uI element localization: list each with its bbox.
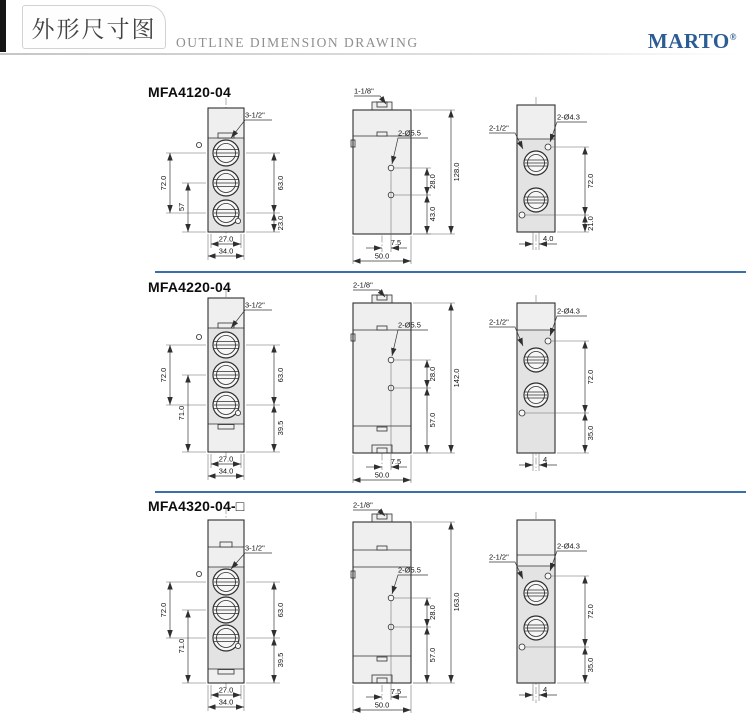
valve-body	[517, 105, 555, 250]
hole-size-label: 2-Ø5.5	[398, 128, 421, 138]
dim-label: 72.0	[159, 367, 168, 383]
dim-label: 163.0	[452, 592, 461, 612]
header-rule	[0, 53, 740, 55]
dim-label: 27.0	[218, 685, 234, 695]
screw-hole	[235, 410, 240, 415]
hole-size-label: 2-Ø4.3	[557, 306, 580, 316]
page-title-box	[22, 5, 166, 49]
dim-label: 39.5	[276, 652, 285, 668]
front-view-mfa4320	[130, 505, 310, 711]
dim-label: 72.0	[586, 173, 595, 189]
dim-label: 35.0	[586, 657, 595, 673]
dim-label: 50.0	[374, 700, 390, 710]
port	[213, 170, 239, 196]
dim-label: 72.0	[159, 602, 168, 618]
mount-hole	[388, 357, 394, 363]
page-title-en: OUTLINE DIMENSION DRAWING	[176, 35, 419, 50]
port	[524, 581, 548, 605]
back-view-mfa4220	[487, 286, 637, 486]
valve-body	[517, 520, 555, 701]
screw-hole	[196, 334, 201, 339]
section-divider	[155, 491, 746, 493]
screw-hole	[196, 142, 201, 147]
dim-label: 72.0	[586, 604, 595, 619]
screw-hole	[235, 218, 240, 223]
dim-label: 27.0	[218, 234, 234, 244]
port	[213, 200, 239, 226]
dim-label: 28.0	[428, 174, 437, 189]
dim-label: 72.0	[586, 369, 595, 385]
hole-size-label: 2-Ø5.5	[398, 320, 421, 330]
mount-hole	[388, 595, 394, 601]
dim-label: 7.5	[390, 687, 402, 696]
back-view-mfa4320	[487, 500, 637, 712]
dim-label: 21.0	[586, 216, 595, 231]
screw-hole	[545, 573, 551, 579]
valve-body	[517, 303, 555, 471]
port	[213, 597, 239, 623]
dim-label: 34.0	[218, 697, 234, 707]
dim-label: 34.0	[218, 466, 234, 476]
side-view-mfa4220	[339, 278, 474, 486]
port	[213, 392, 239, 418]
port-size-label: 3-1/2"	[245, 300, 265, 310]
brand-logo	[648, 29, 737, 54]
port-size-label: 2-1/2"	[489, 123, 509, 133]
port-size-label: 3-1/2"	[245, 543, 265, 553]
dim-label: 7.5	[390, 457, 402, 466]
page-edge-bar	[0, 0, 6, 52]
port-size-label: 3-1/2"	[245, 110, 265, 120]
valve-body	[196, 108, 244, 232]
dim-label: 27.0	[218, 454, 234, 464]
model-title-mfa4220: MFA4220-04	[148, 279, 231, 295]
port	[524, 348, 548, 372]
hole-size-label: 2-Ø4.3	[557, 541, 580, 551]
valve-body	[196, 520, 244, 683]
screw-hole	[196, 571, 201, 576]
dim-label: 4	[543, 685, 548, 694]
port	[213, 140, 239, 166]
port	[524, 616, 548, 640]
page-title-cn: 外形尺寸图	[31, 16, 157, 43]
mount-hole	[388, 165, 394, 171]
dim-label: 63.0	[276, 602, 285, 618]
port	[524, 383, 548, 407]
port	[213, 625, 239, 651]
port-size-label: 2-1/2"	[489, 552, 509, 562]
model-title-mfa4120: MFA4120-04	[148, 84, 231, 100]
dim-label: 7.5	[390, 238, 402, 247]
model-title-mfa4320: MFA4320-04-□	[148, 498, 245, 514]
dim-label: 71.0	[177, 405, 186, 421]
dim-label: 23.0	[276, 215, 285, 231]
hole-size-label: 2-Ø5.5	[398, 565, 421, 575]
screw-hole	[545, 338, 551, 344]
registered-mark: ®	[729, 32, 737, 42]
dim-label: 57.0	[428, 647, 437, 663]
dim-label: 128.0	[452, 162, 461, 182]
dim-label: 34.0	[218, 246, 234, 256]
dim-label: 39.5	[276, 420, 285, 436]
dim-label: 43.0	[428, 206, 437, 222]
screw-hole	[235, 643, 240, 648]
brand-name: MARTO	[647, 29, 730, 53]
valve-body	[351, 514, 411, 700]
dim-label: 63.0	[276, 175, 285, 191]
dim-label: 72.0	[159, 175, 168, 191]
dim-label: 50.0	[374, 470, 390, 480]
dim-label: 63.0	[276, 367, 285, 383]
dim-label: 35.0	[586, 425, 595, 441]
port	[524, 151, 548, 175]
dim-label: 28.0	[428, 366, 437, 382]
screw-hole	[545, 144, 551, 150]
dim-label: 50.0	[374, 251, 390, 261]
port-size-label: 2-1/8"	[353, 500, 373, 510]
dim-label: 57.0	[428, 412, 437, 428]
port-size-label: 1-1/8"	[354, 86, 374, 96]
back-view-mfa4120	[487, 87, 637, 263]
port	[524, 188, 548, 212]
port	[213, 362, 239, 388]
dim-label: 57	[177, 202, 186, 212]
front-view-mfa4220	[130, 288, 310, 484]
section-divider	[155, 271, 746, 273]
port	[213, 332, 239, 358]
dim-label: 4	[543, 455, 548, 464]
dim-label: 4.0	[543, 234, 554, 243]
dim-label: 71.0	[177, 638, 186, 654]
side-view-mfa4320	[339, 498, 474, 716]
dim-label: 28.0	[428, 605, 437, 620]
port-size-label: 2-1/2"	[489, 317, 509, 327]
valve-body	[351, 102, 411, 252]
side-view-mfa4120	[339, 84, 474, 280]
port	[213, 569, 239, 595]
dim-label: 142.0	[452, 368, 461, 388]
hole-size-label: 2-Ø4.3	[557, 112, 580, 122]
front-view-mfa4120	[130, 96, 310, 264]
port-size-label: 2-1/8"	[353, 280, 373, 290]
